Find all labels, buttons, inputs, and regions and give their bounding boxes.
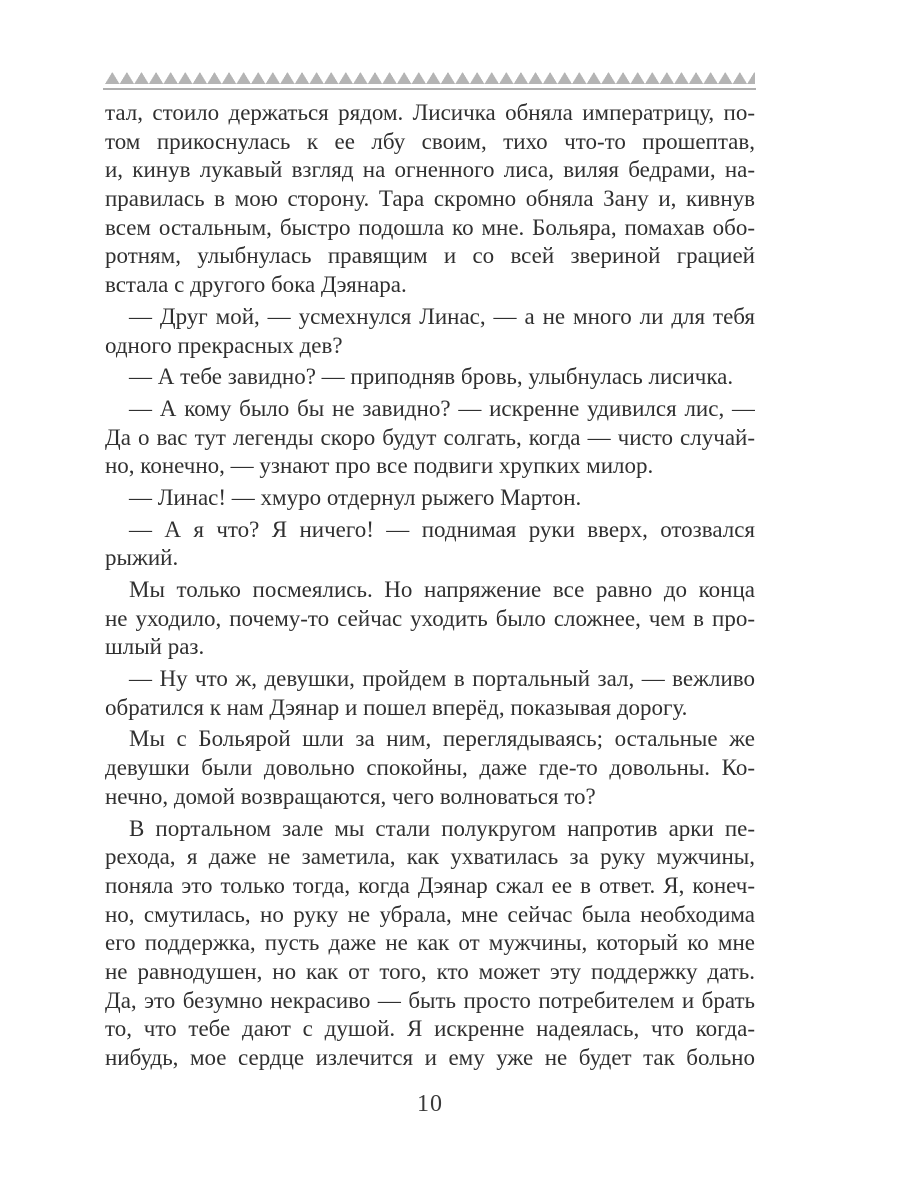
- text-line: не уходило, почему-то сейчас уходить было сложнее, чем в про-: [105, 605, 755, 631]
- text-line: но, конечно, — узнают про все подвиги хрупких милор.: [105, 453, 654, 479]
- text-line: — Линас! — хмуро отдернул рыжего Мартон.: [129, 484, 582, 510]
- text-line: нибудь, мое сердце излечится и ему уже не будет так больно: [105, 1045, 755, 1070]
- paragraph: [105, 516, 755, 573]
- text-line: всем остальным, быстро подошла ко мне. Больяра, помахав обо-: [105, 214, 755, 240]
- text-line: поняла это только тогда, когда Дэянар сжал ее в ответ. Я, конеч-: [105, 872, 755, 898]
- text-line: Мы с Больярой шли за ним, переглядываясь; остальные же: [129, 726, 755, 752]
- page-text: [105, 99, 755, 1073]
- paragraph: [105, 303, 755, 360]
- text-line: — Друг мой, — усмехнулся Линас, — а не много ли для тебя: [129, 303, 755, 329]
- text-line: рыжий.: [105, 545, 179, 571]
- text-line: Да о вас тут легенды скоро будут солгать, когда — чисто случай-: [105, 424, 755, 450]
- paragraph: [105, 815, 755, 1073]
- text-line: тал, стоило держаться рядом. Лисичка обняла императрицу, по-: [105, 100, 755, 125]
- paragraph: [105, 395, 755, 481]
- text-line: Да, это безумно некрасиво — быть просто потребителем и брать: [105, 987, 755, 1013]
- paragraph: [105, 99, 755, 300]
- text-line: но, смутилась, но руку не убрала, мне сейчас была необходима: [105, 901, 755, 927]
- text-line: нечно, домой возвращаются, чего волноваться то?: [105, 783, 596, 809]
- text-line: — А тебе завидно? — приподняв бровь, улыбнулась лисичка.: [129, 364, 734, 390]
- text-line: обратился к нам Дэянар и пошел вперёд, показывая дорогу.: [105, 694, 688, 720]
- text-line: Мы только посмеялись. Но напряжение все равно до конца: [129, 577, 755, 602]
- ornament-rule: [103, 88, 756, 90]
- triangle-zigzag-icon: [105, 72, 755, 84]
- text-line: ротням, улыбнулась правящим и со всей звериной грацией: [105, 243, 755, 269]
- text-line: встала с другого бока Дэянара.: [105, 272, 407, 298]
- text-line: шлый раз.: [105, 634, 205, 660]
- text-line: правилась в мою сторону. Тара скромно обняла Зану и, кивнув: [105, 186, 755, 212]
- paragraph: [105, 576, 755, 662]
- text-line: одного прекрасных дев?: [105, 332, 343, 358]
- text-line: — А я что? Я ничего! — поднимая руки вверх, отозвался: [129, 516, 755, 542]
- text-line: девушки были довольно спокойны, даже где-то довольны. Ко-: [105, 755, 755, 781]
- paragraph: [105, 665, 755, 722]
- paragraph: [105, 725, 755, 811]
- text-line: В портальном зале мы стали полукругом напротив арки пе-: [129, 815, 755, 841]
- page-number: 10: [417, 1091, 443, 1117]
- text-line: его поддержка, пусть даже не как от мужчины, который ко мне: [105, 930, 755, 956]
- text-line: то, что тебе дают с душой. Я искренне надеялась, что когда-: [105, 1016, 755, 1042]
- text-line: и, кинув лукавый взгляд на огненного лиса, виляя бедрами, на-: [105, 157, 755, 183]
- text-line: том прикоснулась к ее лбу своим, тихо что-то прошептав,: [105, 128, 755, 154]
- paragraph: [105, 363, 755, 392]
- paragraph: [105, 484, 755, 513]
- text-line: рехода, я даже не заметила, как ухватилась за руку мужчины,: [105, 844, 755, 870]
- text-line: — Ну что ж, девушки, пройдем в портальный зал, — вежливо: [129, 666, 755, 692]
- text-line: — А кому было бы не завидно? — искренне удивился лис, —: [129, 395, 755, 421]
- text-line: не равнодушен, но как от того, кто может эту поддержку дать.: [105, 958, 755, 984]
- chapter-ornament: [105, 72, 755, 90]
